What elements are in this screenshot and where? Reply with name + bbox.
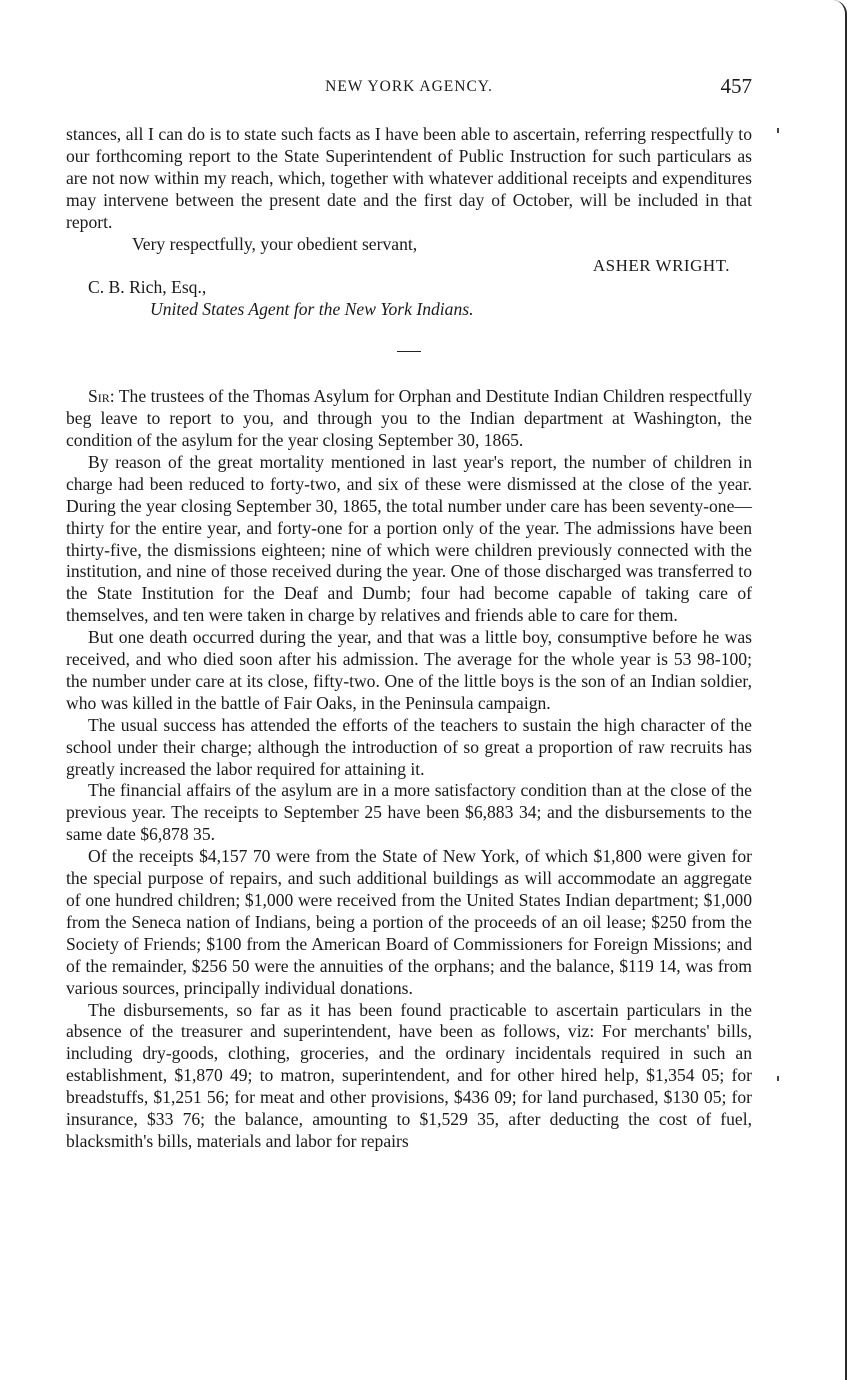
report-paragraph: Of the receipts $4,157 70 were from the State of New York, of which $1,800 were given for the special purpose of repairs, and such additional buildings as will accommodate an aggregate of one hundred children; $1,000 were received from the United States Indian department; $1,000 from the Seneca nation of Indians, being a portion of the proceeds of an oil lease; $250 from the Society of Friends; $100 from the American Board of Commissioners for Foreign Missions; and of the remainder, $256 50 were the annuities of the orphans; and the balance, $119 14, was from various sources, principally individual donations. [66, 846, 752, 998]
letter-continuation: stances, all I can do is to state such facts as I have been able to ascertain, referring respectfully to our forthcoming report to the State Superintendent of Public Instruction for such particulars as are not now within my reach, which, together with whatever additional receipts and expenditures may intervene between the present date and the first day of October, will be included in that report. [66, 124, 752, 232]
report-paragraph: But one death occurred during the year, and that was a little boy, consumptive before he was received, and who died soon after his admission. The average for the whole year is 53 98-100; the number under care at its close, fifty-two. One of the little boys is the son of an Indian soldier, who was killed in the battle of Fair Oaks, in the Peninsula campaign. [66, 627, 752, 713]
letter-closing: Very respectfully, your obedient servant, [132, 233, 418, 254]
running-head: NEW YORK AGENCY. [325, 78, 493, 95]
letter-signature: ASHER WRIGHT. [592, 256, 730, 276]
page-header [66, 74, 752, 104]
report-paragraph: The financial affairs of the asylum are in a more satisfactory condition than at the close of the previous year. The receipts to September 25 have been $6,883 34; and the disbursements to the same date $6,878 35. [66, 780, 752, 845]
report-paragraph-text: The trustees of the Thomas Asylum for Orphan and Destitute Indian Children respectfully beg leave to report to you, and through you to the Indian department at Washington, the condition of the asylum for the year closing September 30, 1865. [66, 386, 752, 450]
report-paragraph: The disbursements, so far as it has been found practicable to ascertain particulars in the absence of the treasurer and superintendent, have been as follows, viz: For merchants' bills, including dry-goods, clothing, groceries, and the ordinary incidentals required in such an establishment, $1,870 49; to matron, superintendent, and for other hired help, $1,354 05; for breadstuffs, $1,251 56; for meat and other provisions, $436 09; for land purchased, $130 05; for insurance, $33 76; the balance, amounting to $1,529 35, after deducting the cost of fuel, blacksmith's bills, materials and labor for repairs [66, 999, 752, 1151]
page-number: 457 [720, 74, 752, 98]
margin-mark [777, 1076, 779, 1081]
report-paragraph: By reason of the great mortality mentioned in last year's report, the number of children in charge had been reduced to forty-two, and six of these were dismissed at the close of the year. During the year closing September 30, 1865, the total number under care has been seventy-one—thirty for the entire year, and forty-one for a portion only of the year. The admissions have been thirty-five, the dismissions eighteen; nine of which were children previously connected with the institution, and nine of those received during the year. One of those discharged was transferred to the State Institution for the Deaf and Dumb; four had become capable of taking care of themselves, and ten were taken in charge by relatives and friends able to care for them. [66, 451, 752, 626]
page-body [66, 124, 752, 1153]
report-paragraph: The usual success has attended the efforts of the teachers to sustain the high character of the school under their charge; although the introduction of so great a proportion of raw recruits has greatly increased the labor required for attaining it. [66, 714, 752, 779]
margin-mark [777, 128, 779, 133]
report-paragraph [66, 386, 752, 452]
section-divider [397, 351, 421, 352]
salutation: Sir: [88, 386, 115, 407]
addressee-title: United States Agent for the New York Indians. [150, 299, 474, 320]
addressee-name: C. B. Rich, Esq., [88, 277, 207, 298]
